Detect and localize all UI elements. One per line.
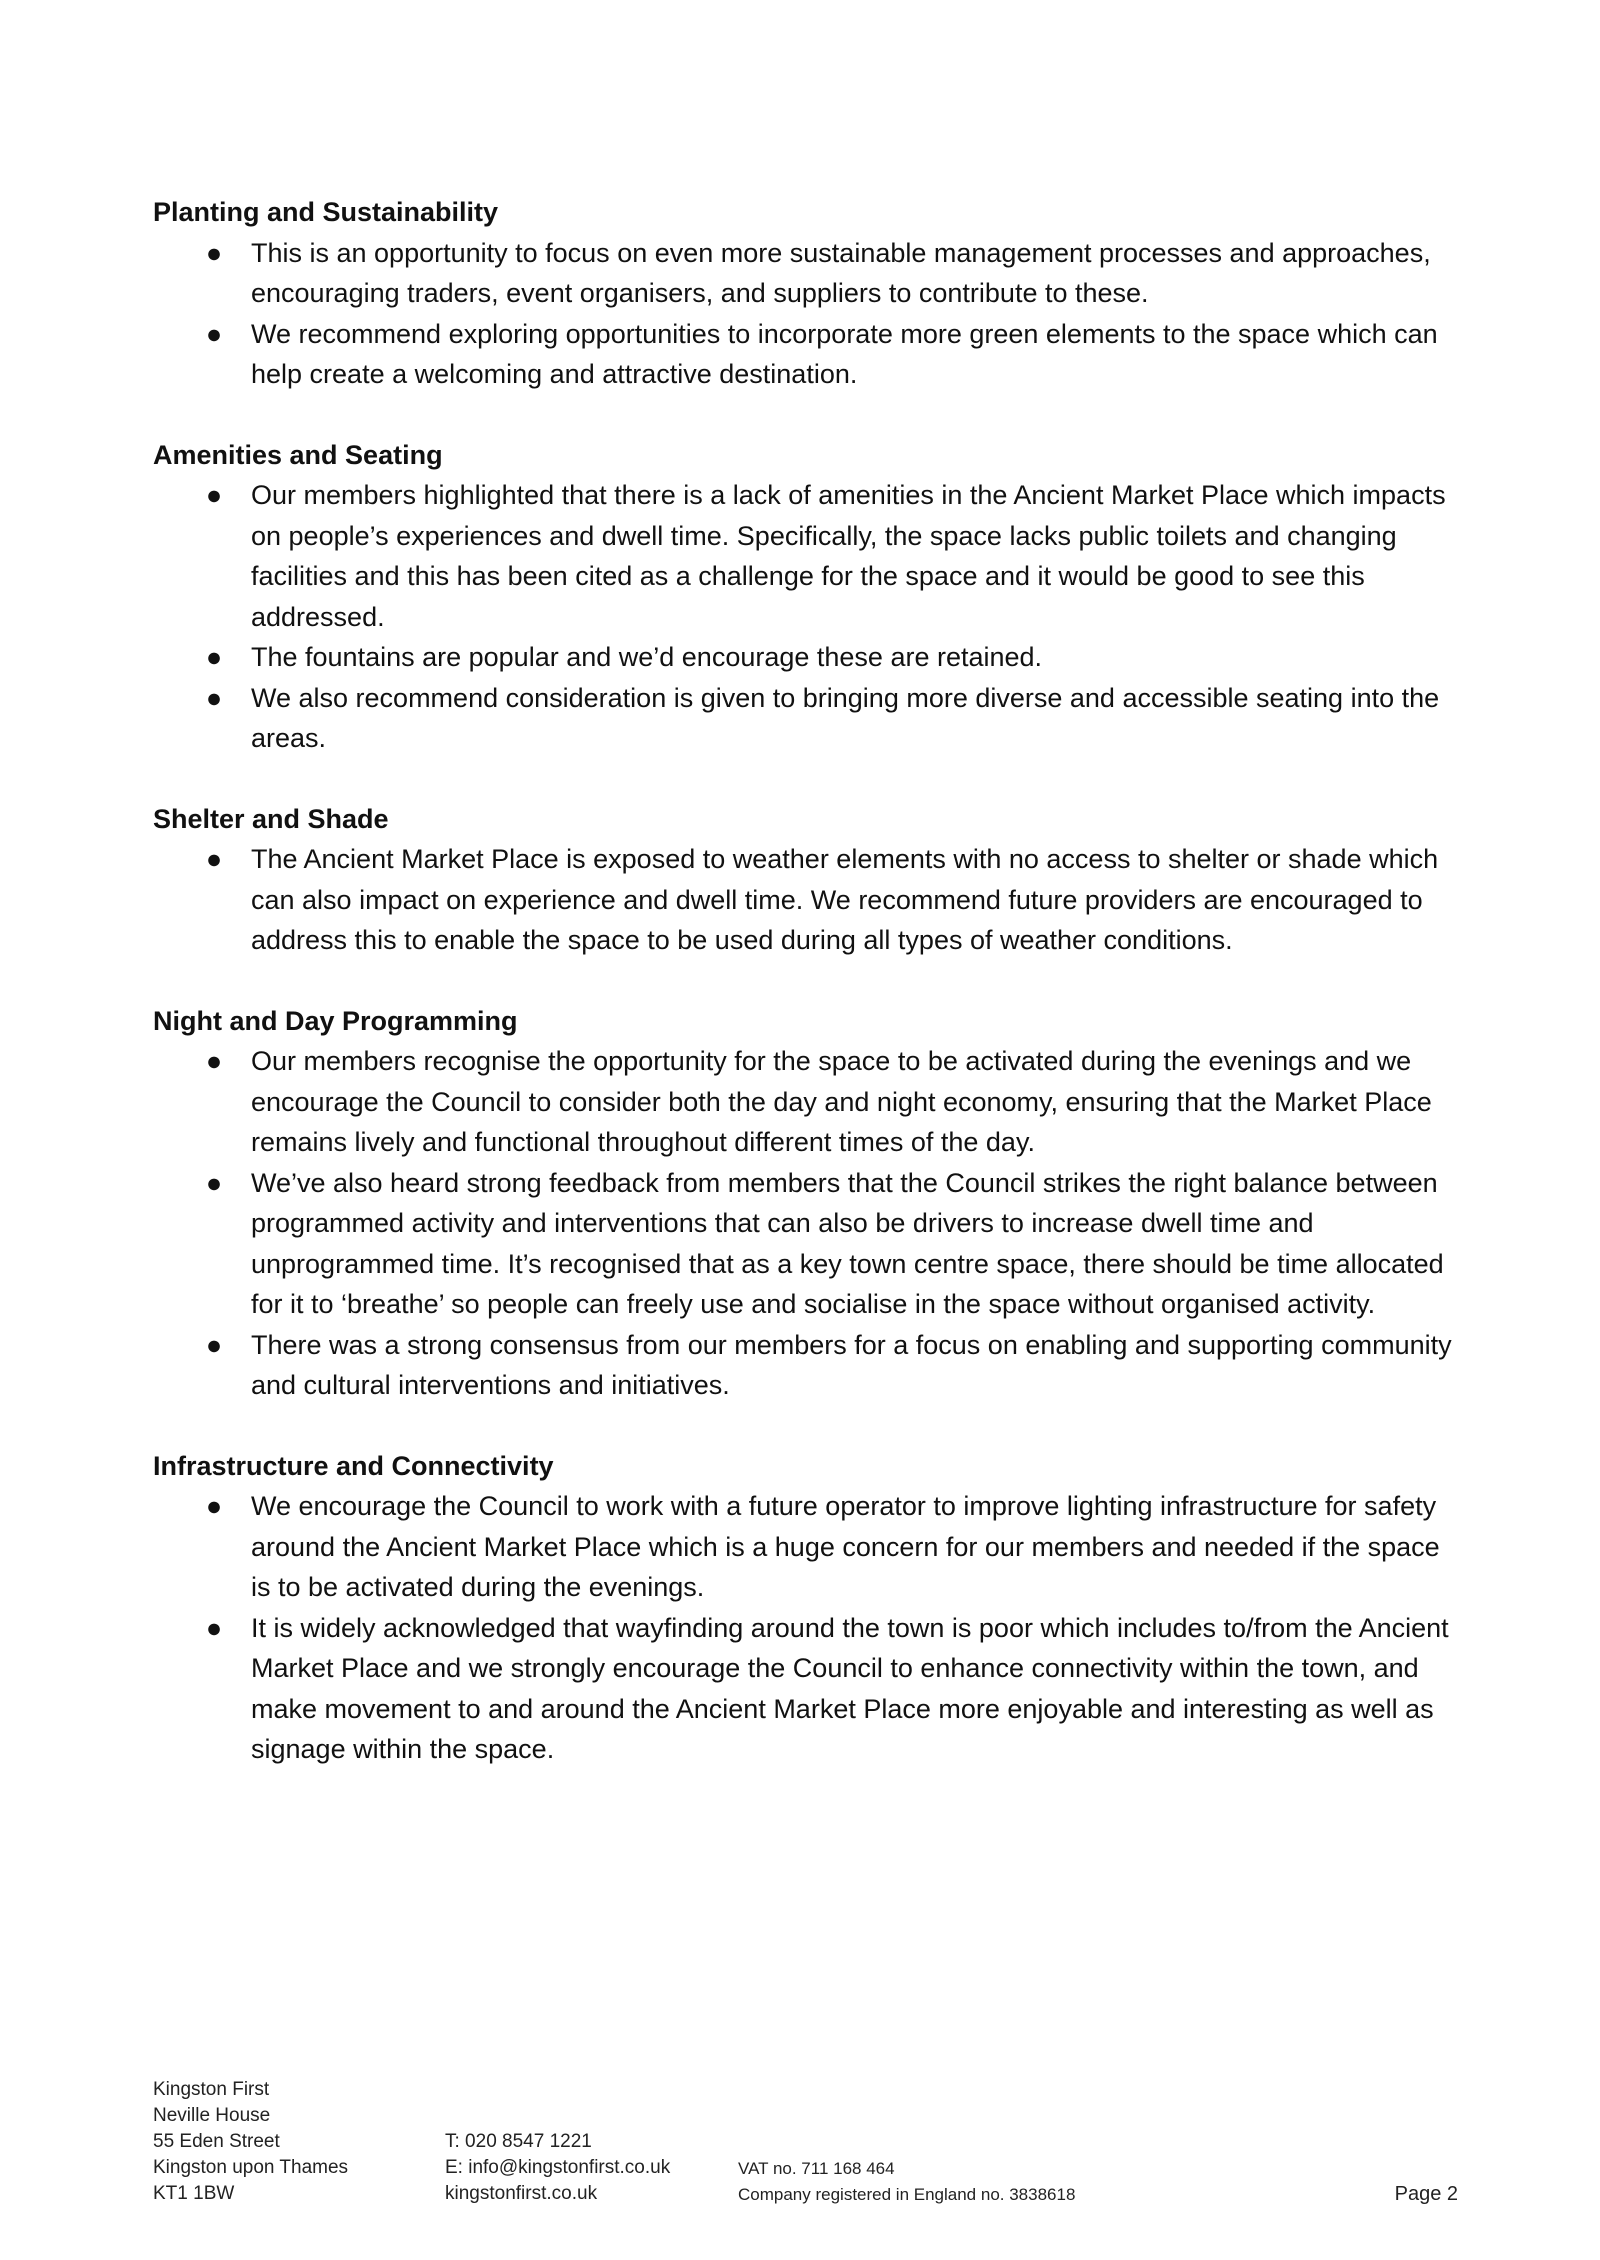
bullet-item: [153, 314, 1453, 395]
bullet-list: [153, 475, 1453, 759]
section-infrastructure-connectivity: [153, 1446, 1453, 1770]
bullet-item: [153, 1325, 1453, 1406]
section-heading: Planting and Sustainability: [153, 197, 499, 227]
bullet-icon: ●: [205, 480, 223, 510]
bullet-text: It is widely acknowledged that wayfinding around the town is poor which includes to/from the Ancient Market Place and we strongly encourage the Council to enhance connectivity within the town, and make movement to and around the Ancient Market Place more enjoyable and interesting as well as signage within the space.: [251, 1612, 1449, 1764]
bullet-icon: ●: [205, 642, 223, 672]
bullet-text: We also recommend consideration is given to bringing more diverse and accessible seating into the areas.: [251, 682, 1440, 753]
bullet-text: The fountains are popular and we’d encourage these are retained.: [251, 642, 1043, 672]
footer-website: kingstonfirst.co.uk: [445, 2183, 598, 2204]
section-planting-sustainability: [153, 192, 1453, 395]
address-line: KT1 1BW: [153, 2183, 235, 2204]
bullet-list: [153, 1486, 1453, 1770]
bullet-icon: ●: [205, 1046, 223, 1076]
bullet-text: Our members highlighted that there is a lack of amenities in the Ancient Market Place which impacts on people’s experiences and dwell time. Specifically, the space lacks public toilets and changing facilities and this has been cited as a challenge for the space and it would be good to see this addressed.: [251, 480, 1446, 632]
bullet-item: [153, 678, 1453, 759]
section-heading: Shelter and Shade: [153, 803, 389, 834]
bullet-icon: ●: [205, 1329, 223, 1360]
bullet-icon: ●: [205, 318, 223, 349]
bullet-text: There was a strong consensus from our members for a focus on enabling and supporting community and cultural interventions and initiatives.: [251, 1329, 1452, 1400]
section-heading: Night and Day Programming: [153, 1005, 518, 1036]
address-line: 55 Eden Street: [153, 2131, 280, 2152]
bullet-text: We’ve also heard strong feedback from members that the Council strikes the right balance between programmed activity and interventions that can also be drivers to increase dwell time and unprogrammed time. It’s recognised that as a key town centre space, there should be time allocated for it to ‘breathe’ so people can freely use and socialise in the space without organised activity.: [251, 1167, 1444, 1319]
bullet-item: [153, 475, 1453, 637]
section-night-day-programming: [153, 1001, 1453, 1406]
bullet-list: [153, 1041, 1453, 1406]
footer-contact: [445, 2129, 670, 2207]
bullet-item: [153, 1608, 1453, 1770]
section-heading: Infrastructure and Connectivity: [153, 1450, 554, 1481]
page-footer: [153, 2077, 1458, 2227]
section-heading: Amenities and Seating: [153, 439, 443, 470]
bullet-text: This is an opportunity to focus on even more sustainable management processes and approaches, encouraging traders, event organisers, and suppliers to contribute to these.: [251, 237, 1431, 308]
bullet-item: [153, 1163, 1453, 1325]
document-body: [153, 192, 1453, 1810]
bullet-item: [153, 637, 1453, 678]
footer-phone: T: 020 8547 1221: [445, 2131, 592, 2152]
address-line: Neville House: [153, 2105, 271, 2126]
bullet-text: The Ancient Market Place is exposed to weather elements with no access to shelter or shade which can also impact on experience and dwell time. We recommend future providers are encouraged to address this to enable the space to be used during all types of weather conditions.: [251, 844, 1439, 955]
bullet-icon: ●: [205, 237, 223, 268]
bullet-item: [153, 1041, 1453, 1163]
bullet-text: Our members recognise the opportunity for the space to be activated during the evenings and we encourage the Council to consider both the day and night economy, ensuring that the Market Place remains lively and functional throughout different times of the day.: [251, 1046, 1432, 1157]
footer-address: [153, 2077, 348, 2207]
bullet-list: [153, 839, 1453, 961]
footer-email: E: info@kingstonfirst.co.uk: [445, 2157, 671, 2178]
bullet-item: [153, 839, 1453, 961]
bullet-icon: ●: [205, 844, 223, 874]
bullet-item: [153, 233, 1453, 314]
address-line: Kingston upon Thames: [153, 2157, 349, 2178]
bullet-text: We recommend exploring opportunities to incorporate more green elements to the space which can help create a welcoming and attractive destination.: [251, 318, 1438, 389]
bullet-icon: ●: [205, 1167, 223, 1198]
bullet-icon: ●: [205, 682, 223, 713]
bullet-icon: ●: [205, 1491, 223, 1521]
footer-company: [738, 2156, 1075, 2208]
bullet-text: We encourage the Council to work with a future operator to improve lighting infrastructure for safety around the Ancient Market Place which is a huge concern for our members and needed if the space is to be activated during the evenings.: [251, 1491, 1440, 1602]
bullet-icon: ●: [205, 1612, 223, 1643]
page-number: Page 2: [1394, 2183, 1458, 2205]
section-shelter-shade: [153, 799, 1453, 961]
footer-vat: VAT no. 711 168 464: [738, 2159, 895, 2178]
bullet-list: [153, 233, 1453, 395]
footer-company-reg: Company registered in England no. 3838618: [738, 2185, 1076, 2204]
section-amenities-seating: [153, 435, 1453, 759]
bullet-item: [153, 1486, 1453, 1608]
address-line: Kingston First: [153, 2079, 270, 2100]
